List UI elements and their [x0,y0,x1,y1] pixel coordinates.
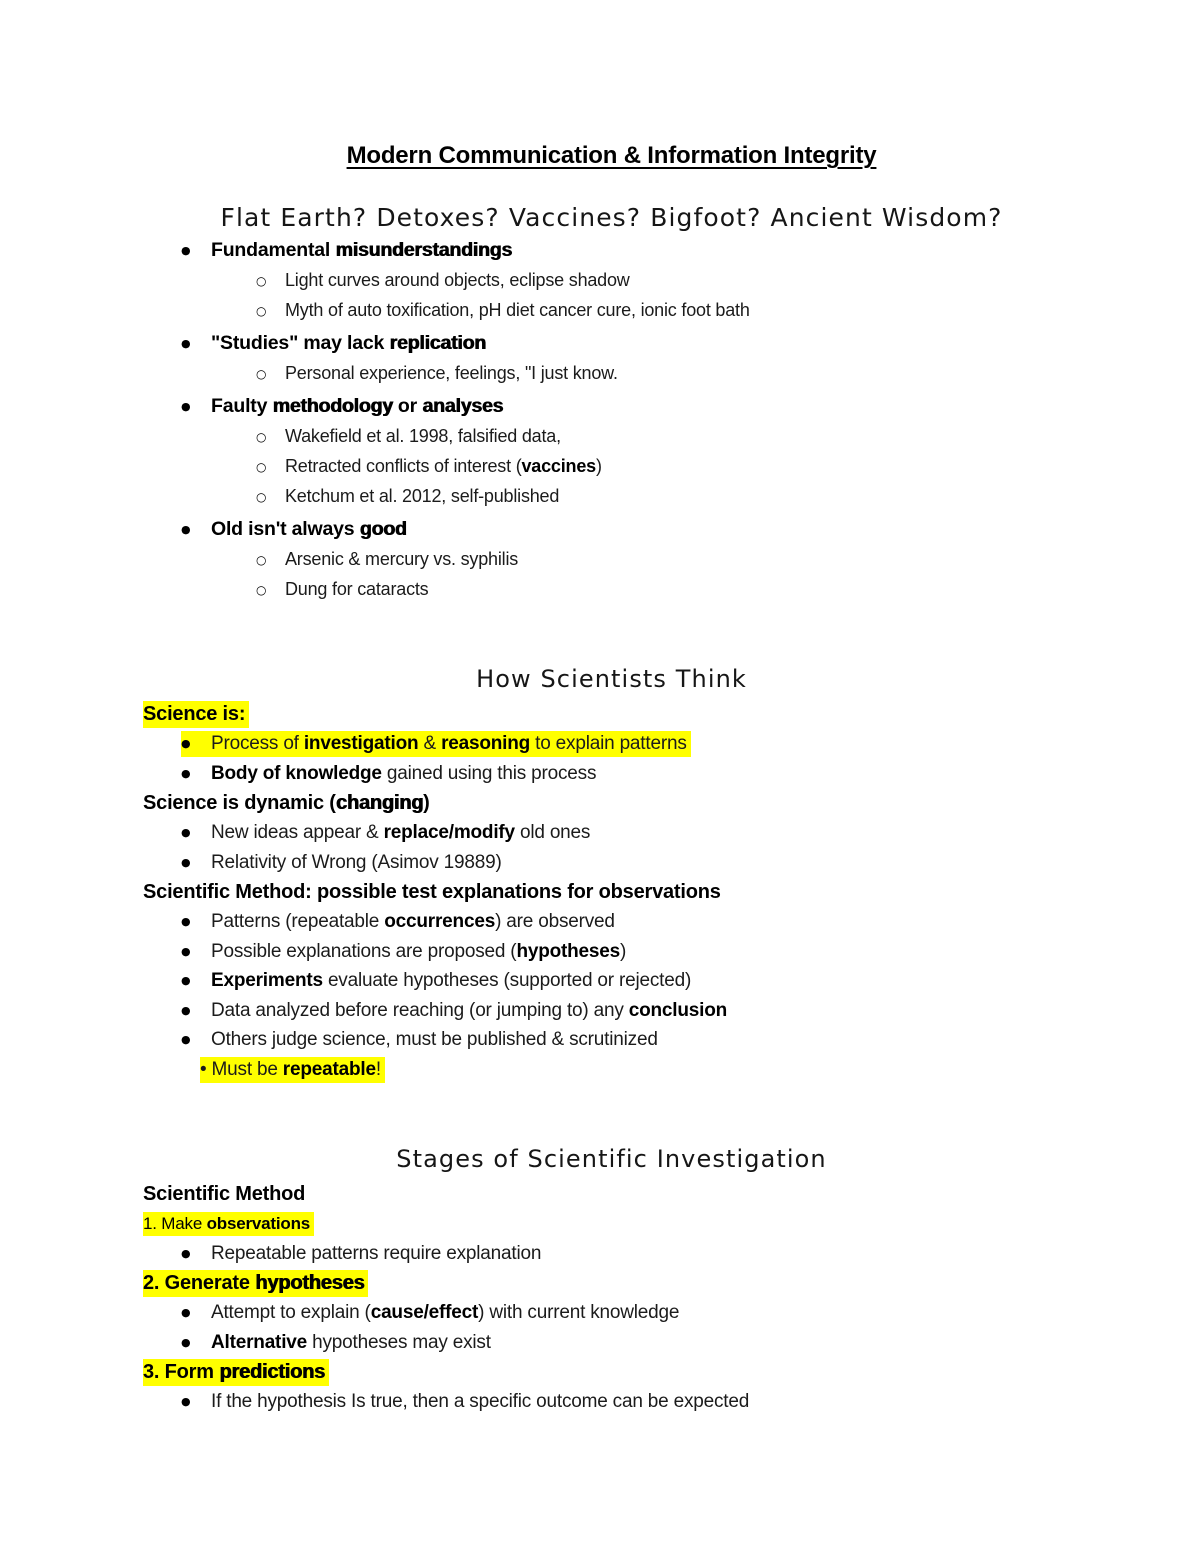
text-line [181,911,615,932]
text-line [256,579,428,599]
text-segment: "Studies" may lack [211,332,390,354]
bullet-text [211,1243,541,1264]
sub-heading [143,877,1080,907]
bullet-text [285,456,602,476]
bullet-filled-icon: ● [181,1395,191,1408]
highlighted-line [143,1212,314,1236]
bullet-item [143,328,1080,359]
bullet-hollow-icon: ○ [256,460,267,474]
highlighted-line [143,1270,368,1297]
bullet-text [285,270,630,290]
text-segment: Old isn't always [211,518,360,540]
bullet-filled-icon: ● [181,944,191,958]
text-line [181,1302,679,1323]
bullet-text [285,426,561,446]
text-line [220,203,1002,232]
text-line [181,332,486,354]
bullet-filled-icon: ● [181,737,191,750]
text-line [181,822,590,843]
text-segment: ) [595,456,602,476]
text-segment: Wakefield et al. 1998, falsified data, [285,426,561,446]
text-line [181,1391,749,1412]
bullet-hollow-icon: ○ [256,430,267,444]
sub-heading [143,1179,1080,1209]
bullet-filled-icon: ● [181,766,191,780]
text-segment: New ideas appear & [211,822,384,843]
text-segment: Data analyzed before reaching (or jumping to) any [211,999,629,1021]
bullet-text [211,1332,491,1353]
text-segment: or [392,395,423,417]
highlighted-line [181,731,691,757]
text-segment: ! [375,1058,381,1080]
sub-bullet-item [143,422,1080,452]
bullet-text [211,518,406,540]
text-segment: Retracted conflicts of interest ( [285,456,522,476]
bullet-item [143,818,1080,848]
text-line [256,300,750,320]
text-segment: evaluate hypotheses (supported or rejected) [322,970,692,991]
text-segment: hypotheses [255,1272,365,1294]
text-line [181,852,502,873]
bullet-item [143,996,1080,1026]
text-segment: Arsenic & mercury vs. syphilis [285,549,519,569]
bullet-item [143,1387,1080,1417]
text-segment: ) with current knowledge [478,1302,680,1323]
note-line [143,1055,1080,1085]
text-segment: misunderstandings [335,239,512,261]
bullet-text [211,1391,749,1412]
sub-bullet-item [143,575,1080,605]
text-segment: Science is dynamic ( [143,792,336,814]
bullet-hollow-icon: ○ [256,367,267,381]
bullet-item [143,1298,1080,1328]
bullet-filled-icon: ● [181,337,191,350]
text-line [256,549,518,569]
bullet-hollow-icon: ○ [256,583,267,597]
bullet-filled-icon: ● [181,855,191,869]
text-line [181,1029,658,1050]
bullet-text [211,733,687,754]
bullet-text [211,239,512,261]
text-line [396,1145,827,1173]
sub-heading [143,699,1080,729]
section-heading [143,1143,1080,1175]
bullet-filled-icon: ● [181,400,191,413]
text-segment: ) are observed [495,911,615,932]
text-segment: Experiments [211,970,323,991]
text-segment: Scientific Method [143,1182,306,1205]
sub-heading [143,1209,1080,1239]
text-segment: observations [206,1213,311,1233]
text-line [143,792,430,814]
bullet-text [211,941,626,962]
bullet-hollow-icon: ○ [256,274,267,288]
text-line [181,518,406,540]
bullet-item [143,1025,1080,1055]
bullet-item [143,514,1080,545]
bullet-text [211,1302,679,1323]
bullet-item [143,848,1080,878]
bullet-text [211,763,596,784]
text-segment: Patterns (repeatable [211,911,385,932]
text-segment: Scientific Method: possible test explanations for observations [143,881,721,903]
bullet-item [143,391,1080,422]
text-segment: Modern Communication & Information Integrity [346,142,877,169]
bullet-text [211,911,615,932]
bullet-filled-icon: ● [181,523,191,536]
bullet-text [211,395,503,417]
bullet-filled-icon: ● [181,826,191,839]
sub-bullet-item [143,296,1080,326]
bullet-item [143,235,1080,266]
text-segment: occurrences [384,911,496,932]
text-line [181,970,691,991]
bullet-hollow-icon: ○ [256,304,267,318]
text-segment: Process of [211,733,304,754]
text-segment: ) [620,940,627,962]
text-line [256,426,561,446]
text-segment: gained using this process [381,762,597,784]
doc-title [143,143,1080,169]
text-segment: Light curves around objects, eclipse shadow [285,270,630,290]
text-segment: Fundamental [211,239,336,261]
text-segment: 2. Generate [143,1272,256,1294]
sub-bullet-item [143,452,1080,482]
text-line [143,881,721,903]
doc-subtitle [143,202,1080,233]
bullet-item [143,759,1080,789]
text-segment: How Scientists Think [476,665,747,693]
text-segment: good [359,518,407,540]
text-segment: replace/modify [383,822,515,843]
text-line [181,1000,727,1021]
sub-heading [143,1357,1080,1387]
text-segment: Possible explanations are proposed ( [211,940,517,962]
text-segment: replication [389,332,486,354]
text-segment: Stages of Scientific Investigation [396,1144,827,1173]
bullet-filled-icon: ● [181,1335,191,1349]
text-segment: & [418,733,442,754]
bullet-item [143,966,1080,996]
text-segment: If the hypothesis Is true, then a specific outcome can be expected [211,1391,750,1412]
text-segment: Faulty [211,395,273,417]
bullet-text [211,852,502,873]
text-segment: Personal experience, feelings, "I just know. [285,363,618,383]
bullet-text [211,822,590,843]
text-segment: ) [423,792,430,814]
text-segment: Flat Earth? Detoxes? Vaccines? Bigfoot? Ancient Wisdom? [220,203,1003,232]
bullet-item [143,937,1080,967]
text-segment: hypotheses [516,940,621,962]
sub-heading [143,1268,1080,1298]
text-line [476,665,747,693]
text-segment: predictions [219,1361,325,1383]
sub-bullet-item [143,266,1080,296]
bullet-text [211,1000,727,1021]
bullet-filled-icon: ● [181,1246,191,1260]
text-line [347,142,877,169]
text-segment: cause/effect [370,1302,479,1323]
bullet-filled-icon: ● [181,1306,191,1319]
bullet-filled-icon: ● [181,1003,191,1017]
text-segment: Repeatable patterns require explanation [211,1242,542,1264]
highlighted-line [143,1359,329,1386]
bullet-text [285,549,518,569]
text-segment: Myth of auto toxification, pH diet cancer cure, ionic foot bath [285,300,750,320]
section-heading [143,663,1080,695]
text-segment: old ones [514,822,591,843]
text-line [181,239,512,261]
text-line [256,456,602,476]
text-segment: methodology [272,395,393,417]
text-line [181,1332,491,1353]
text-segment: 3. Form [143,1361,220,1383]
bullet-hollow-icon: ○ [256,553,267,567]
text-line [256,270,630,290]
bullet-filled-icon: ● [181,974,191,987]
bullet-item [143,729,1080,759]
bullet-filled-icon: ● [181,1033,191,1046]
sub-bullet-item [143,482,1080,512]
highlighted-line [200,1057,385,1083]
text-segment: repeatable [282,1058,376,1080]
bullet-text [285,579,428,599]
text-segment: Attempt to explain ( [211,1302,371,1323]
bullet-hollow-icon: ○ [256,490,267,504]
bullet-text [211,970,691,991]
bullet-filled-icon: ● [181,244,191,257]
text-segment: conclusion [628,999,728,1021]
text-line [181,395,503,417]
text-line [181,763,596,784]
highlighted-line [143,701,249,728]
text-line [181,941,626,962]
sub-bullet-item [143,359,1080,389]
bullet-text [211,1029,658,1050]
text-segment: Others judge science, must be published & scrutinized [211,1029,658,1050]
bullet-item [143,1239,1080,1269]
text-segment: hypotheses may exist [307,1331,491,1353]
bullet-item [143,907,1080,937]
text-segment: investigation [303,733,419,754]
text-line [256,486,559,506]
bullet-text [285,363,618,383]
bullet-item [143,1328,1080,1358]
bullet-filled-icon: ● [181,915,191,928]
text-segment: analyses [422,395,504,417]
text-segment: Science is: [143,703,246,725]
text-segment: to explain patterns [530,733,687,754]
text-segment: Body of knowledge [211,762,382,784]
text-segment: Alternative [211,1331,308,1353]
text-segment: vaccines [521,456,596,476]
sub-heading [143,788,1080,818]
sub-bullet-item [143,545,1080,575]
text-segment: changing [335,792,424,814]
text-line [181,1243,541,1264]
text-segment: Relativity of Wrong (Asimov 19889) [211,851,502,873]
bullet-text [285,486,559,506]
text-segment: 1. Make [143,1213,207,1233]
bullet-text [211,332,486,354]
text-segment: Ketchum et al. 2012, self-published [285,486,560,506]
text-segment: reasoning [441,733,531,754]
text-segment: Dung for cataracts [285,579,429,599]
bullet-text [285,300,750,320]
text-line [256,363,618,383]
text-segment: • Must be [200,1058,283,1080]
text-line [143,1183,305,1205]
